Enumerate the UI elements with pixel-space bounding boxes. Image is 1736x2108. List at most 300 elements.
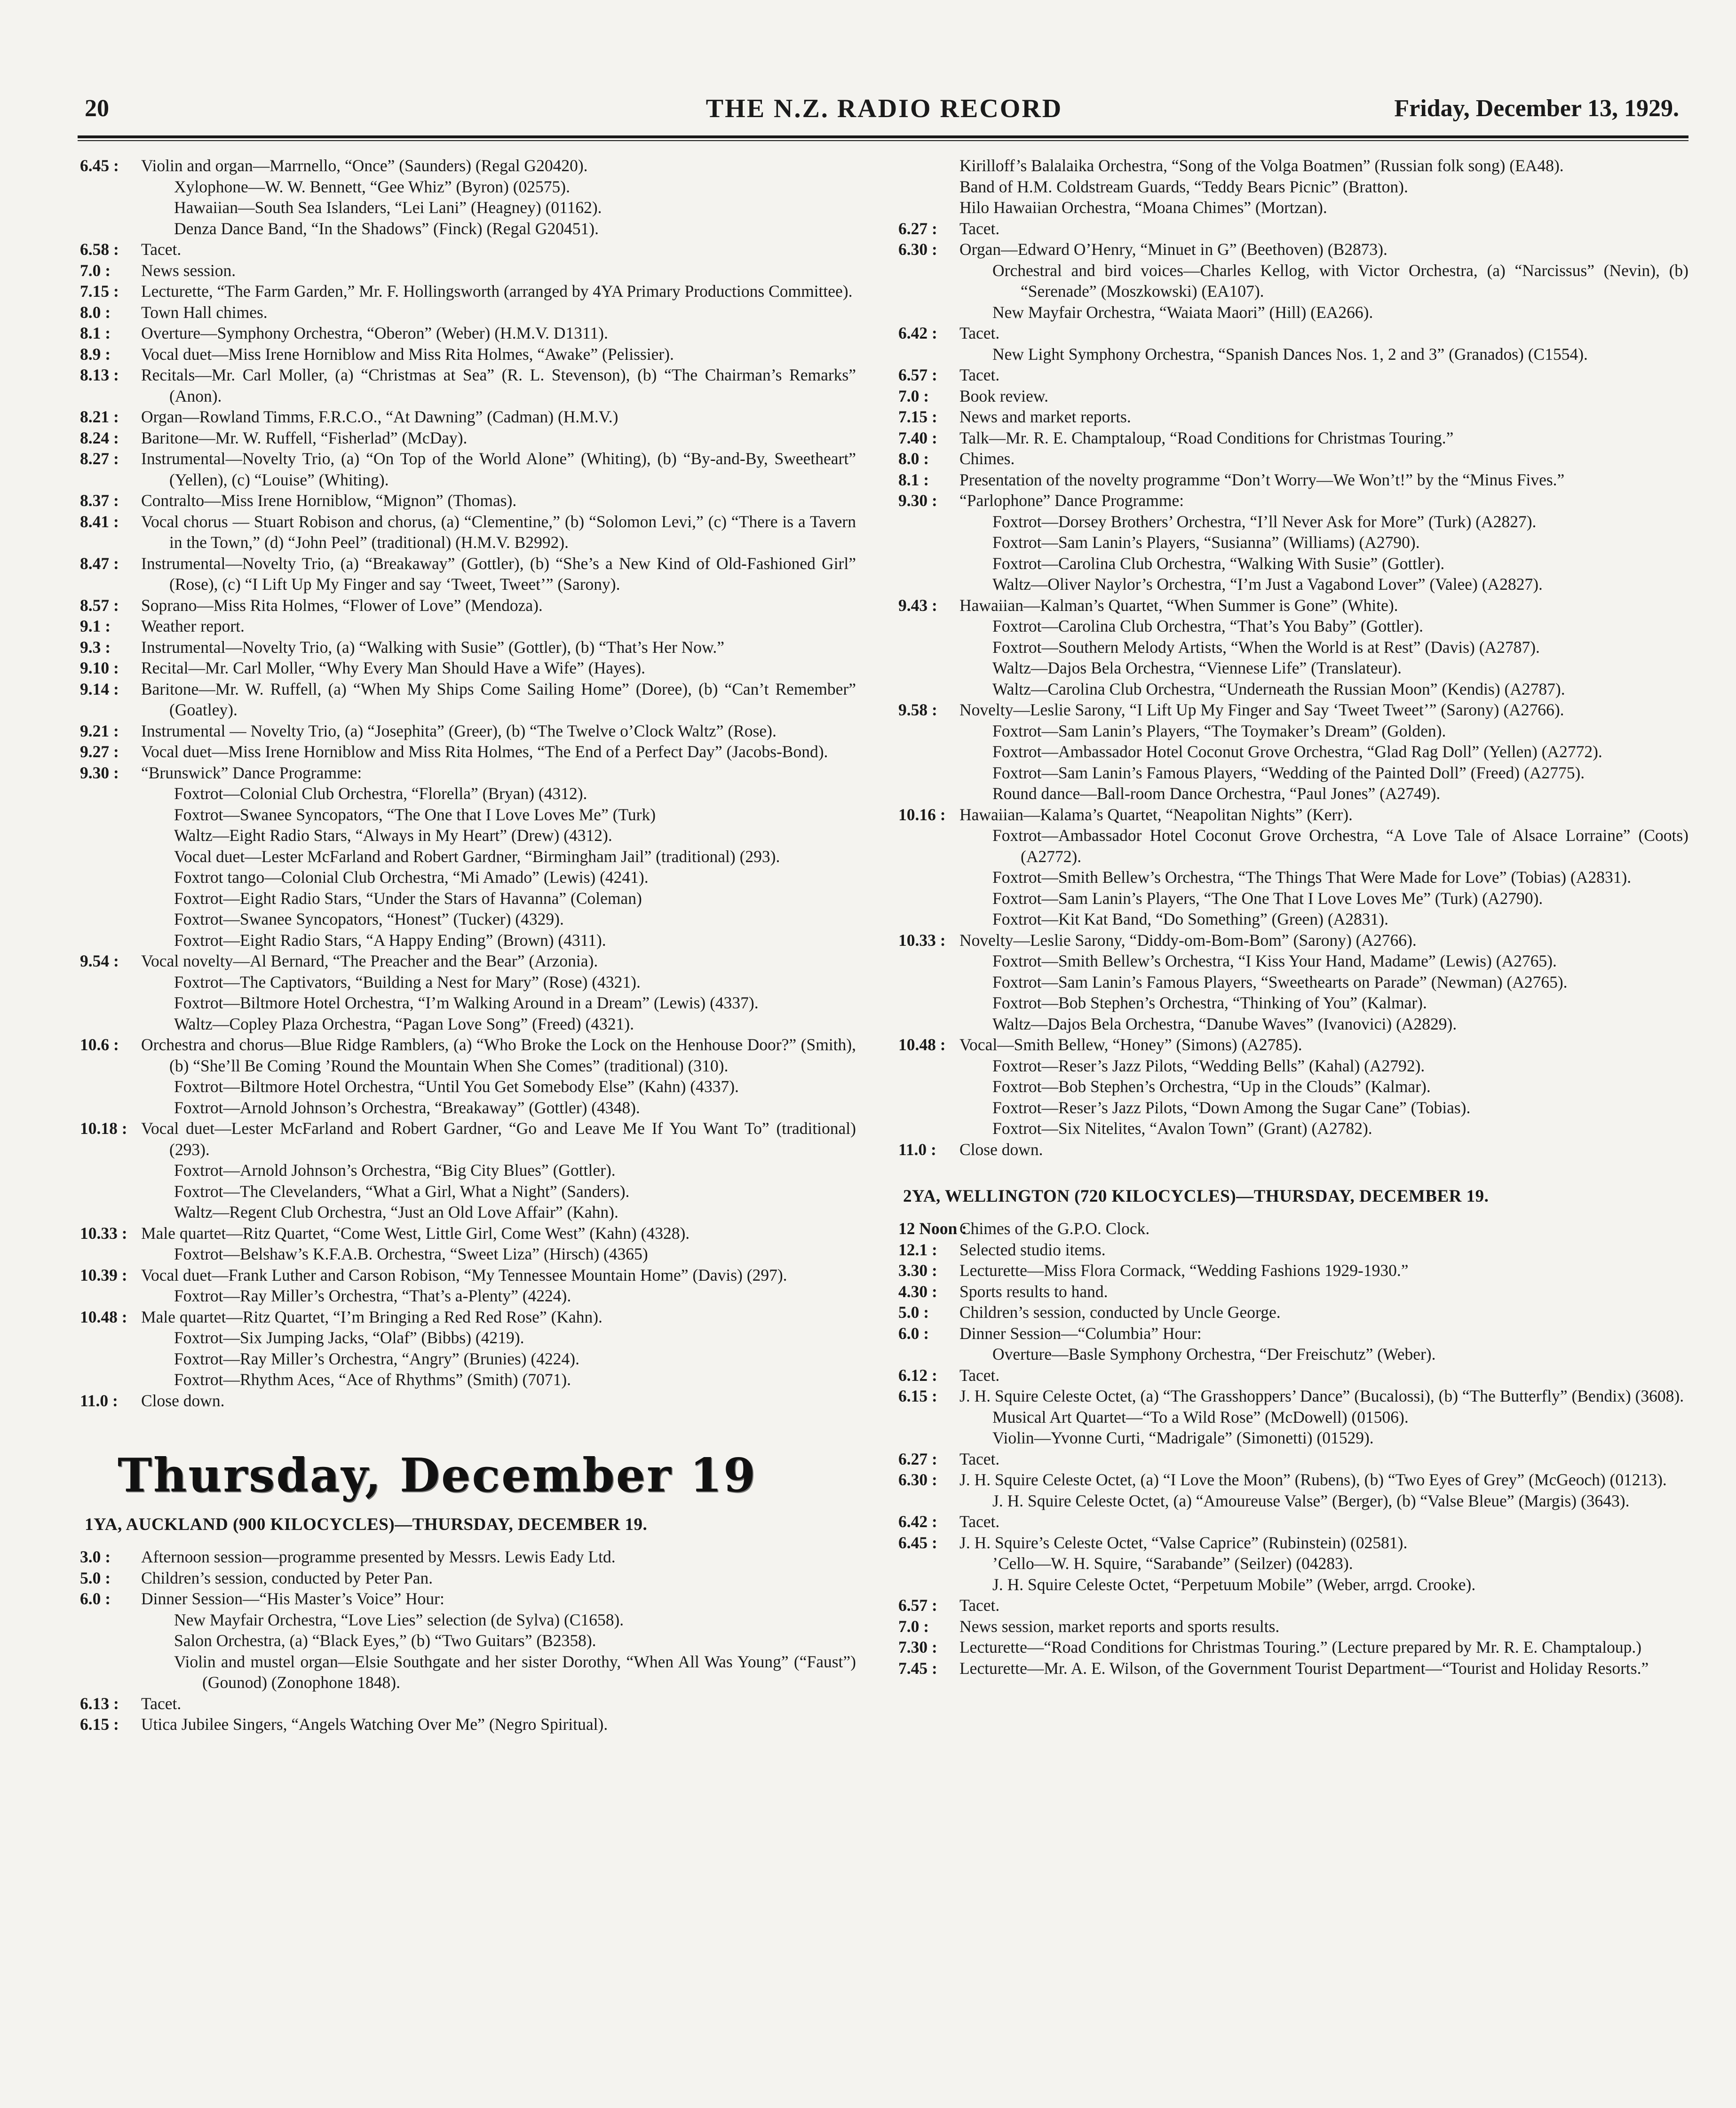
programme-time: 10.33 : [898,930,946,950]
programme-item: Vocal duet—Miss Irene Horniblow and Miss Rita Holmes, “Awake” (Pelissier). [141,344,674,364]
programme-details [141,1568,856,1589]
programme-details [141,260,856,281]
programme-details [141,1034,856,1118]
programme-entry [898,1658,1688,1679]
programme-time: 8.1 : [80,324,111,342]
programme-item: Dinner Session—“His Master’s Voice” Hour: [141,1589,444,1608]
programme-entry [898,406,1688,428]
programme-item: Foxtrot—The Clevelanders, “What a Girl, What a Night” (Sanders). [174,1181,630,1201]
programme-item: Utica Jubilee Singers, “Angels Watching Over Me” (Negro Spiritual). [141,1715,608,1734]
programme-time: 12.1 : [898,1240,937,1259]
programme-entry [80,1546,856,1568]
programme-time: 10.6 : [80,1035,119,1054]
programme-entry [80,1390,856,1411]
programme-entry [80,428,856,449]
programme-entry [80,260,856,281]
programme-details [141,1588,856,1693]
programme-item: Book review. [959,386,1048,405]
programme-time: 10.39 : [80,1265,127,1284]
programme-entry [80,281,856,302]
programme-entry [80,1118,856,1223]
programme-item: Foxtrot—Eight Radio Stars, “A Happy Ending” (Brown) (4311). [174,930,606,950]
programme-item: Foxtrot—Bob Stephen’s Orchestra, “Thinking of You” (Kalmar). [992,993,1427,1012]
programme-item: Foxtrot—Dorsey Brothers’ Orchestra, “I’ll Never Ask for More” (Turk) (A2827). [992,512,1537,531]
programme-item: Vocal duet—Lester McFarland and Robert Gardner, “Birmingham Jail” (traditional) (293). [174,847,780,866]
programme-entry [80,1034,856,1118]
programme-item: News session, market reports and sports results. [959,1617,1280,1636]
programme-item: Foxtrot—Six Nitelites, “Avalon Town” (Grant) (A2782). [992,1119,1372,1138]
programme-item: Foxtrot—Sam Lanin’s Famous Players, “Sweethearts on Parade” (Newman) (A2765). [992,972,1568,991]
programme-time: 6.42 : [898,324,937,342]
programme-entry [898,323,1688,365]
programme-item: Waltz—Carolina Club Orchestra, “Underneath the Russian Moon” (Kendis) (A2787). [992,679,1565,698]
programme-item: Foxtrot—Sam Lanin’s Players, “The Toymaker’s Dream” (Golden). [992,721,1446,740]
programme-time: 6.57 : [898,365,937,384]
programme-time: 9.43 : [898,595,937,615]
programme-entry [80,1568,856,1589]
programme-details [959,218,1688,239]
programme-entry [898,490,1688,595]
programme-details [141,741,856,762]
programme-details [959,1218,1688,1239]
programme-details [141,448,856,490]
programme-entry [898,1139,1688,1160]
programme-time: 9.58 : [898,700,937,719]
programme-item: Chimes. [959,449,1015,468]
programme-details [959,239,1688,323]
programme-item: Tacet. [959,1512,1000,1531]
programme-time: 5.0 : [898,1303,929,1322]
programme-item: Vocal duet—Frank Luther and Carson Robison, “My Tennessee Mountain Home” (Davis) (297). [141,1265,787,1284]
programme-item: Foxtrot—Southern Melody Artists, “When the World is at Rest” (Davis) (A2787). [992,637,1540,657]
programme-item: Foxtrot—Ray Miller’s Orchestra, “Angry” (Brunies) (4224). [174,1349,580,1368]
programme-item: Lecturette—Mr. A. E. Wilson, of the Government Tourist Department—“Tourist and Holiday Resorts.” [959,1658,1649,1678]
programme-entry [80,155,856,239]
programme-details [141,553,856,595]
programme-time: 8.1 : [898,470,929,489]
programme-time: 8.27 : [80,449,119,468]
programme-details [959,1511,1688,1532]
programme-details [959,1658,1688,1679]
programme-time: 7.30 : [898,1638,937,1656]
programme-time: 8.0 : [80,302,111,322]
programme-item: Foxtrot—Bob Stephen’s Orchestra, “Up in the Clouds” (Kalmar). [992,1077,1431,1096]
programme-details [141,616,856,637]
programme-entry [80,344,856,365]
programme-time: 8.41 : [80,512,119,531]
programme-item: Hawaiian—South Sea Islanders, “Lei Lani” (Heagney) (01162). [174,198,602,217]
programme-details [959,323,1688,365]
programme-list-1ya-continued [898,155,1688,1160]
programme-item: Foxtrot—Carolina Club Orchestra, “Walking With Susie” (Gottler). [992,554,1445,573]
programme-time: 7.40 : [898,428,937,447]
publication-title: THE N.Z. RADIO RECORD [705,94,1063,123]
programme-time: 7.0 : [80,261,111,280]
programme-entry [898,218,1688,239]
programme-details [141,951,856,1034]
programme-entry [80,406,856,428]
programme-details [141,679,856,721]
programme-entry [80,951,856,1034]
programme-entry [898,1616,1688,1637]
programme-details [141,762,856,951]
programme-time: 11.0 : [80,1391,118,1410]
programme-item: Kirilloff’s Balalaika Orchestra, “Song of the Volga Boatmen” (Russian folk song) (EA48). [959,156,1564,175]
programme-item: Tacet. [141,240,182,259]
programme-details [141,658,856,679]
programme-time: 9.21 : [80,721,119,740]
programme-item: Waltz—Regent Club Orchestra, “Just an Old Love Affair” (Kahn). [174,1203,618,1221]
programme-entry [898,1511,1688,1532]
programme-time: 9.14 : [80,679,119,698]
programme-item: Foxtrot—Carolina Club Orchestra, “That’s You Baby” (Gottler). [992,617,1423,635]
programme-entry [80,616,856,637]
programme-details [141,511,856,553]
programme-item: Recital—Mr. Carl Moller, “Why Every Man Should Have a Wife” (Hayes). [141,658,646,677]
programme-item: Foxtrot tango—Colonial Club Orchestra, “Mi Amado” (Lewis) (4241). [174,868,649,887]
programme-time: 7.0 : [898,386,929,405]
programme-details [959,1386,1688,1449]
programme-time: 7.45 : [898,1658,937,1678]
programme-item: ’Cello—W. H. Squire, “Sarabande” (Seilzer) (04283). [992,1554,1353,1573]
programme-time: 6.27 : [898,219,937,238]
programme-item: Tacet. [959,1449,1000,1468]
programme-entry [80,490,856,511]
issue-date: Friday, December 13, 1929. [1394,95,1679,122]
programme-entry [898,595,1688,700]
programme-item: J. H. Squire Celeste Octet, (a) “I Love the Moon” (Rubens), (b) “Two Eyes of Grey” (McGeoch) (01213). [959,1470,1667,1489]
programme-time: 10.33 : [80,1223,127,1243]
programme-item: Foxtrot—Swanee Syncopators, “Honest” (Tucker) (4329). [174,910,564,928]
programme-item: Foxtrot—Eight Radio Stars, “Under the Stars of Havanna” (Coleman) [174,888,642,908]
programme-details [959,1139,1688,1160]
programme-entry [898,1239,1688,1260]
programme-item: Vocal novelty—Al Bernard, “The Preacher and the Bear” (Arzonia). [141,951,598,970]
programme-item: Tacet. [959,365,1000,384]
programme-item: Foxtrot—Rhythm Aces, “Ace of Rhythms” (Smith) (7071). [174,1370,571,1389]
programme-details [959,365,1688,386]
programme-time: 6.12 : [898,1365,937,1385]
programme-time: 5.0 : [80,1568,111,1587]
programme-item: Tacet. [959,219,1000,238]
programme-details [141,1307,856,1390]
programme-item: Foxtrot—Sam Lanin’s Famous Players, “Wedding of the Painted Doll” (Freed) (A2775). [992,763,1585,782]
programme-entry [898,1323,1688,1365]
programme-item: Lecturette—Miss Flora Cormack, “Wedding Fashions 1929-1930.” [959,1261,1409,1280]
programme-item: Foxtrot—Reser’s Jazz Pilots, “Down Among the Sugar Cane” (Tobias). [992,1098,1471,1117]
programme-item: J. H. Squire’s Celeste Octet, “Valse Caprice” (Rubinstein) (02581). [959,1533,1408,1552]
programme-time: 4.30 : [898,1282,937,1301]
programme-item: Foxtrot—Arnold Johnson’s Orchestra, “Big City Blues” (Gottler). [174,1161,616,1180]
programme-time: 8.9 : [80,344,111,364]
programme-details [959,1595,1688,1616]
programme-time: 6.58 : [80,240,119,259]
programme-entry [898,365,1688,386]
programme-item: New Mayfair Orchestra, “Love Lies” selection (de Sylva) (C1658). [174,1610,624,1629]
programme-time: 8.57 : [80,595,119,615]
programme-time: 3.30 : [898,1261,937,1280]
programme-entry [898,804,1688,930]
programme-entry [80,1265,856,1307]
programme-item: Waltz—Oliver Naylor’s Orchestra, “I’m Just a Vagabond Lover” (Valee) (A2827). [992,575,1543,594]
station-heading-1ya: 1YA, AUCKLAND (900 KILOCYCLES)—THURSDAY, DECEMBER 19. [85,1515,648,1534]
programme-details [141,428,856,449]
programme-list-2ya [898,1218,1688,1679]
programme-item: Male quartet—Ritz Quartet, “I’m Bringing a Red Red Rose” (Kahn). [141,1307,602,1326]
programme-item: Foxtrot—Biltmore Hotel Orchestra, “I’m Walking Around in a Dream” (Lewis) (4337). [174,993,759,1012]
programme-item: Waltz—Eight Radio Stars, “Always in My Heart” (Drew) (4312). [174,826,612,845]
programme-entry [898,930,1688,1035]
programme-entry [898,448,1688,469]
programme-entry [898,1386,1688,1449]
programme-details [959,595,1688,700]
programme-details [959,1302,1688,1323]
programme-time: 6.15 : [898,1387,937,1405]
programme-item: New Mayfair Orchestra, “Waiata Maori” (Hill) (EA266). [992,302,1373,322]
programme-details [141,1118,856,1223]
programme-time: 6.0 : [80,1589,111,1608]
programme-time: 6.27 : [898,1449,937,1468]
programme-item: Vocal—Smith Bellew, “Honey” (Simons) (A2785). [959,1035,1302,1054]
programme-item: Foxtrot—Sam Lanin’s Players, “The One That I Love Loves Me” (Turk) (A2790). [992,888,1543,908]
programme-item: Tacet. [959,1365,1000,1385]
programme-details [141,1714,856,1735]
programme-details [141,344,856,365]
header-rule [78,135,1688,138]
programme-details [959,386,1688,407]
programme-item: Instrumental—Novelty Trio, (a) “Walking with Susie” (Gottler), (b) “That’s Her Now.” [141,637,725,657]
programme-details [141,1693,856,1714]
programme-item: Weather report. [141,617,245,635]
programme-time: 11.0 : [898,1140,936,1159]
programme-time: 7.15 : [80,282,119,301]
programme-item: Violin and mustel organ—Elsie Southgate and her sister Dorothy, “When All Was Young” (“Faust”) (Gounod) (Zonophone 1848). [174,1652,856,1692]
programme-item: Children’s session, conducted by Uncle George. [959,1303,1281,1322]
programme-details [959,155,1688,218]
programme-item: Foxtrot—Sam Lanin’s Players, “Susianna” (Williams) (A2790). [992,533,1420,552]
programme-item: News session. [141,261,236,280]
programme-details [959,1034,1688,1139]
programme-item: Hawaiian—Kalama’s Quartet, “Neapolitan Nights” (Kerr). [959,805,1353,824]
programme-item: Vocal duet—Lester McFarland and Robert Gardner, “Go and Leave Me If You Want To” (traditional) (293). [141,1119,856,1159]
programme-details [959,1239,1688,1260]
programme-entry [80,1693,856,1714]
programme-item: Vocal duet—Miss Irene Horniblow and Miss Rita Holmes, “The End of a Perfect Day” (Jacobs-Bond). [141,742,828,761]
programme-time: 7.0 : [898,1617,929,1636]
programme-details [141,1546,856,1568]
programme-entry [80,448,856,490]
left-column [80,155,856,1735]
programme-time: 6.45 : [898,1533,937,1552]
programme-time: 9.10 : [80,658,119,677]
programme-time: 6.57 : [898,1596,937,1615]
programme-details [959,1532,1688,1595]
page-number: 20 [85,95,109,122]
programme-time: 6.30 : [898,240,937,259]
programme-item: Novelty—Leslie Sarony, “I Lift Up My Finger and Say ‘Tweet Tweet’” (Sarony) (A2766). [959,700,1564,719]
programme-item: Violin and organ—Marrnello, “Once” (Saunders) (Regal G20420). [141,156,588,175]
programme-time: 6.42 : [898,1512,937,1531]
programme-entry [898,1034,1688,1139]
programme-entry [80,511,856,553]
programme-time: 9.3 : [80,637,111,657]
programme-details [141,490,856,511]
programme-item: Foxtrot—Ambassador Hotel Coconut Grove Orchestra, “A Love Tale of Alsace Lorraine” (Coots) (A2772). [992,826,1688,866]
programme-time: 10.16 : [898,805,946,824]
programme-time: 6.30 : [898,1470,937,1489]
programme-item: Hawaiian—Kalman’s Quartet, “When Summer is Gone” (White). [959,595,1398,615]
programme-time: 9.54 : [80,951,119,970]
programme-item: Foxtrot—Arnold Johnson’s Orchestra, “Breakaway” (Gottler) (4348). [174,1098,640,1117]
programme-item: Foxtrot—Belshaw’s K.F.A.B. Orchestra, “Sweet Liza” (Hirsch) (4365) [174,1244,648,1263]
programme-entry [898,1449,1688,1470]
programme-item: Afternoon session—programme presented by Messrs. Lewis Eady Ltd. [141,1547,616,1566]
programme-details [141,365,856,406]
programme-details [141,155,856,239]
programme-item: Salon Orchestra, (a) “Black Eyes,” (b) “Two Guitars” (B2358). [174,1631,596,1650]
programme-item: Waltz—Copley Plaza Orchestra, “Pagan Love Song” (Freed) (4321). [174,1014,634,1033]
programme-entry [80,595,856,616]
programme-details [959,1469,1688,1511]
programme-item: J. H. Squire Celeste Octet, “Perpetuum Mobile” (Weber, arrgd. Crooke). [992,1575,1476,1594]
programme-item: Tacet. [141,1694,182,1713]
programme-item: J. H. Squire Celeste Octet, (a) “Amoureuse Valse” (Berger), (b) “Valse Bleue” (Margis) (3643). [992,1491,1630,1510]
programme-time: 9.30 : [80,763,119,782]
programme-details [959,1449,1688,1470]
programme-item: Dinner Session—“Columbia” Hour: [959,1323,1202,1343]
programme-time: 8.47 : [80,554,119,573]
programme-item: Novelty—Leslie Sarony, “Diddy-om-Bom-Bom” (Sarony) (A2766). [959,930,1417,950]
programme-time: 10.48 : [898,1035,946,1054]
programme-item: Foxtrot—Ray Miller’s Orchestra, “That’s a-Plenty” (4224). [174,1286,571,1305]
programme-item: Organ—Rowland Timms, F.R.C.O., “At Dawning” (Cadman) (H.M.V.) [141,407,618,426]
programme-item: Foxtrot—Biltmore Hotel Orchestra, “Until You Get Somebody Else” (Kahn) (4337). [174,1077,739,1096]
programme-item: Soprano—Miss Rita Holmes, “Flower of Love” (Mendoza). [141,595,543,615]
programme-entry [898,469,1688,491]
programme-item: Musical Art Quartet—“To a Wild Rose” (McDowell) (01506). [992,1407,1409,1426]
programme-item: Tacet. [959,1596,1000,1615]
programme-item: Foxtrot—The Captivators, “Building a Nest for Mary” (Rose) (4321). [174,972,641,991]
programme-entry [80,658,856,679]
programme-details [959,930,1688,1035]
programme-item: Organ—Edward O’Henry, “Minuet in G” (Beethoven) (B2873). [959,240,1387,259]
programme-item: Close down. [959,1140,1043,1159]
programme-list-1ya [80,1546,856,1735]
programme-time: 9.1 : [80,617,111,635]
programme-time: 12 Noon : [898,1219,967,1238]
programme-item: Presentation of the novelty programme “Don’t Worry—We Won’t!” by the “Minus Fives.” [959,470,1565,489]
programme-entry [80,741,856,762]
programme-item: Foxtrot—Reser’s Jazz Pilots, “Wedding Bells” (Kahal) (A2792). [992,1056,1425,1075]
programme-item: Baritone—Mr. W. Ruffell, (a) “When My Ships Come Sailing Home” (Doree), (b) “Can’t Remember” (Goatley). [141,679,856,719]
programme-item: Chimes of the G.P.O. Clock. [959,1219,1150,1238]
programme-item: Denza Dance Band, “In the Shadows” (Finck) (Regal G20451). [174,219,599,238]
programme-entry [80,302,856,323]
programme-time: 6.15 : [80,1715,119,1734]
programme-details [141,1390,856,1411]
programme-item: Waltz—Dajos Bela Orchestra, “Viennese Life” (Translateur). [992,658,1402,677]
programme-details [959,469,1688,491]
programme-item: Talk—Mr. R. E. Champtaloup, “Road Conditions for Christmas Touring.” [959,428,1454,447]
programme-entry [898,1302,1688,1323]
programme-entry [80,553,856,595]
programme-entry [898,1281,1688,1302]
programme-details [959,490,1688,595]
programme-item: Foxtrot—Ambassador Hotel Coconut Grove Orchestra, “Glad Rag Doll” (Yellen) (A2772). [992,742,1602,761]
programme-entry [80,1307,856,1390]
programme-details [959,804,1688,930]
programme-item: Selected studio items. [959,1240,1106,1259]
programme-item: Foxtrot—Smith Bellew’s Orchestra, “The Things That Were Made for Love” (Tobias) (A2831). [992,868,1632,887]
programme-details [959,1616,1688,1637]
programme-item: Foxtrot—Colonial Club Orchestra, “Florella” (Bryan) (4312). [174,784,587,803]
programme-item: “Parlophone” Dance Programme: [959,491,1184,510]
programme-item: J. H. Squire Celeste Octet, (a) “The Grasshoppers’ Dance” (Bucalossi), (b) “The Butterfly” (Bendix) (3608). [959,1387,1684,1405]
programme-details [141,637,856,658]
programme-details [959,1281,1688,1302]
programme-list-4ya-continued [80,155,856,1411]
programme-item: Foxtrot—Kit Kat Band, “Do Something” (Green) (A2831). [992,910,1388,928]
programme-item: Instrumental — Novelty Trio, (a) “Josephita” (Greer), (b) “The Twelve o’Clock Waltz” (Rose). [141,721,777,740]
programme-item: Lecturette, “The Farm Garden,” Mr. F. Hollingsworth (arranged by 4YA Primary Productions Committee). [141,282,853,301]
programme-entry [80,1223,856,1265]
programme-entry [898,1532,1688,1595]
programme-details [141,406,856,428]
programme-details [959,448,1688,469]
programme-item: Foxtrot—Six Jumping Jacks, “Olaf” (Bibbs) (4219). [174,1328,524,1347]
programme-entry [80,365,856,406]
programme-item: Instrumental—Novelty Trio, (a) “On Top of the World Alone” (Whiting), (b) “By-and-By, Sweetheart” (Yellen), (c) “Louise” (Whiting). [141,449,856,489]
programme-details [141,1223,856,1265]
programme-time: 6.13 : [80,1694,119,1713]
programme-details [959,1637,1688,1658]
programme-time: 9.30 : [898,491,937,510]
programme-item: Waltz—Dajos Bela Orchestra, “Danube Waves” (Ivanovici) (A2829). [992,1014,1457,1033]
programme-item: Town Hall chimes. [141,302,268,322]
programme-details [141,239,856,260]
programme-details [141,281,856,302]
programme-item: Close down. [141,1391,225,1410]
programme-time: 3.0 : [80,1547,111,1566]
programme-details [959,428,1688,449]
programme-item: Children’s session, conducted by Peter Pan. [141,1568,433,1587]
programme-item: Overture—Basle Symphony Orchestra, “Der Freischutz” (Weber). [992,1345,1436,1363]
programme-entry [80,721,856,742]
programme-item: Male quartet—Ritz Quartet, “Come West, Little Girl, Come West” (Kahn) (4328). [141,1223,690,1243]
programme-details [959,699,1688,804]
programme-item: Hilo Hawaiian Orchestra, “Moana Chimes” (Mortzan). [959,198,1327,217]
section-spacer [898,1160,1688,1179]
programme-entry [898,1469,1688,1511]
programme-item: “Brunswick” Dance Programme: [141,763,362,782]
programme-entry [898,1260,1688,1281]
programme-details [959,1365,1688,1386]
programme-item: Tacet. [959,324,1000,342]
programme-details [959,1323,1688,1365]
station-heading-2ya: 2YA, WELLINGTON (720 KILOCYCLES)—THURSDAY, DECEMBER 19. [903,1187,1489,1206]
programme-item: Baritone—Mr. W. Ruffell, “Fisherlad” (McDay). [141,428,468,447]
programme-item: Lecturette—“Road Conditions for Christmas Touring.” (Lecture prepared by Mr. R. E. Champtaloup.) [959,1638,1642,1656]
programme-details [141,302,856,323]
programme-entry [80,762,856,951]
programme-details [141,1265,856,1307]
day-heading: Thursday, December 19 [118,1449,757,1503]
programme-item: Orchestra and chorus—Blue Ridge Ramblers, (a) “Who Broke the Lock on the Henhouse Door?” (Smith), (b) “She’ll Be Coming ’Round the Mountain When She Comes” (traditional) (310). [141,1035,856,1075]
programme-item: Sports results to hand. [959,1282,1108,1301]
programme-entry [898,1595,1688,1616]
programme-details [959,1260,1688,1281]
programme-item: Orchestral and bird voices—Charles Kellog, with Victor Orchestra, (a) “Narcissus” (Nevin), (b) “Serenade” (Moszkowski) (EA107). [992,261,1688,301]
